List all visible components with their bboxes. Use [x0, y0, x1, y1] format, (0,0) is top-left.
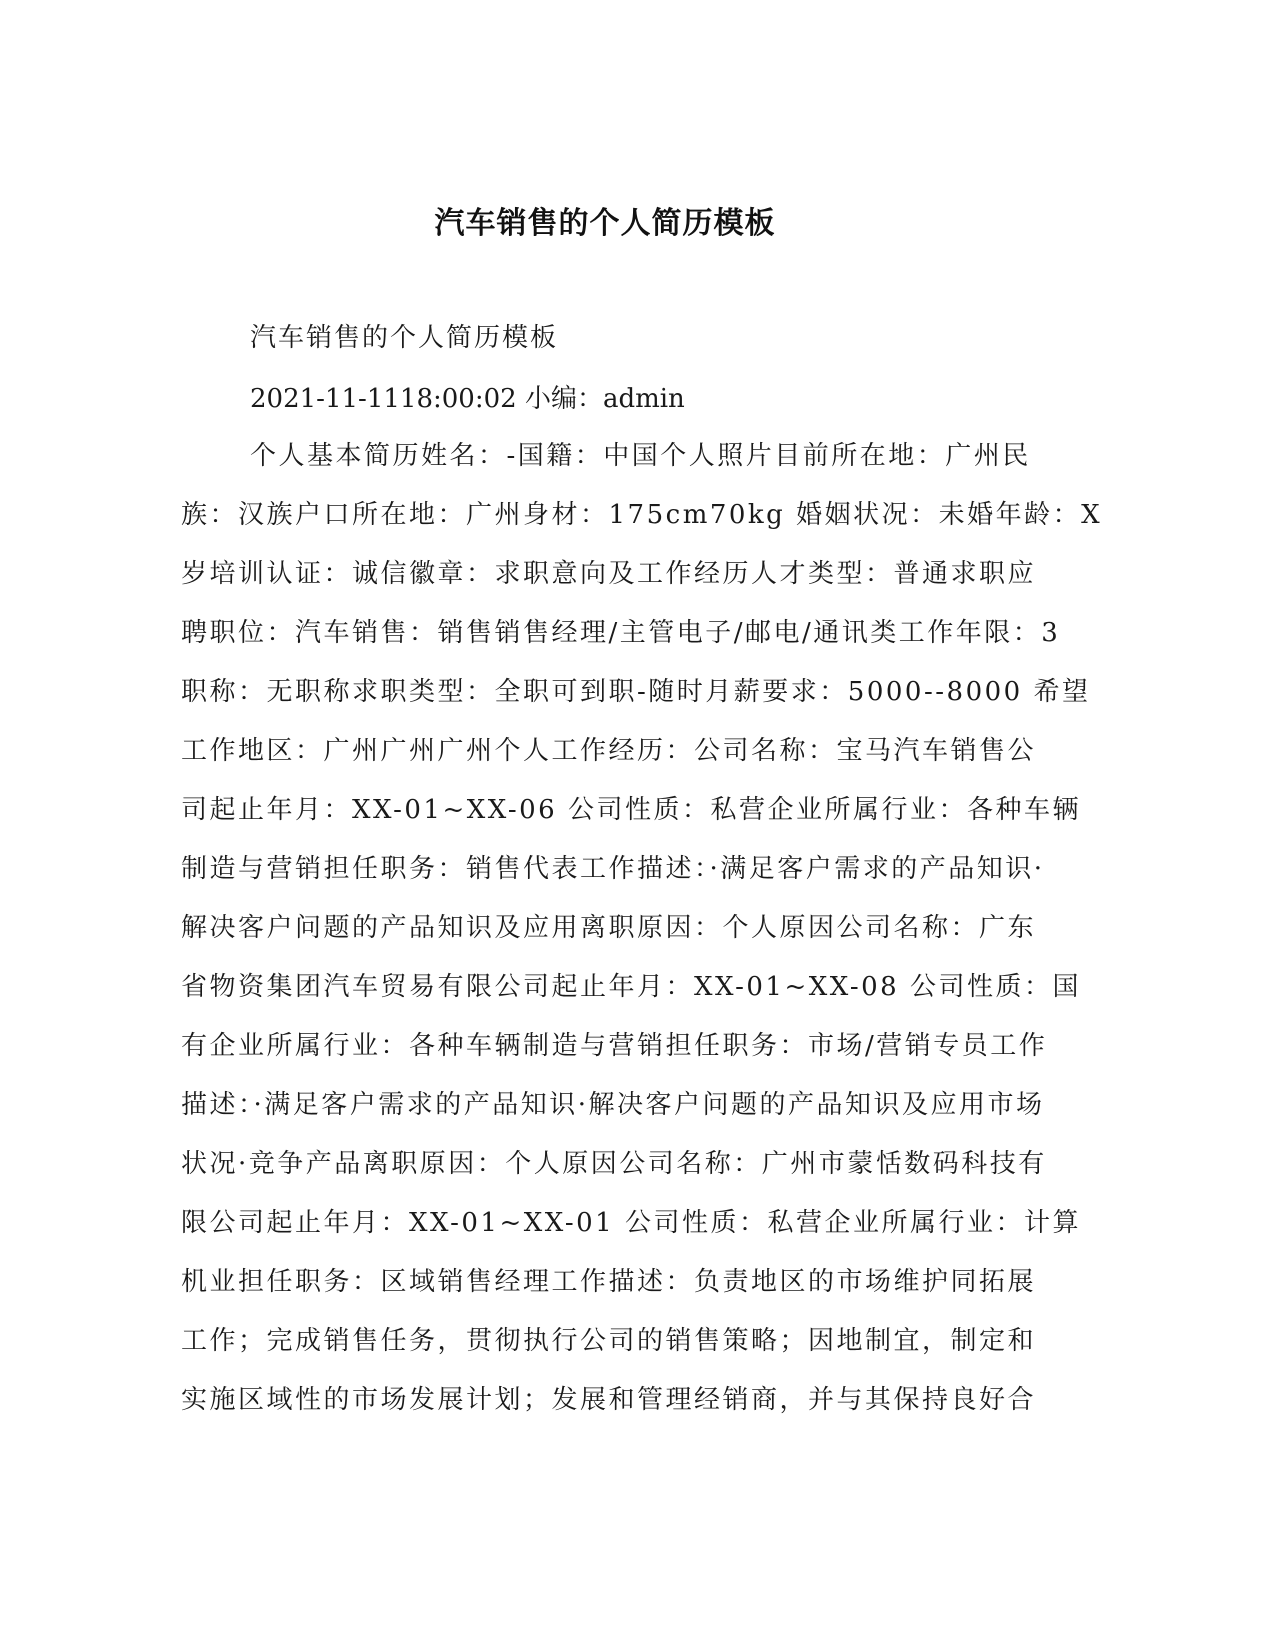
body-line: 解决客户问题的产品知识及应用离职原因：个人原因公司名称：广东 — [181, 913, 1037, 943]
body-line: 省物资集团汽车贸易有限公司起止年月：XX-01~XX-08 公司性质：国 — [181, 972, 1081, 1002]
body-line: 岁培训认证：诚信徽章：求职意向及工作经历人才类型：普通求职应 — [181, 559, 1037, 589]
document-title: 汽车销售的个人简历模板 — [434, 206, 776, 241]
body-line: 工作地区：广州广州广州个人工作经历：公司名称：宝马汽车销售公 — [181, 736, 1037, 766]
body-line: 有企业所属行业：各种车辆制造与营销担任职务：市场/营销专员工作 — [181, 1031, 1048, 1061]
body-line: 司起止年月：XX-01~XX-06 公司性质：私营企业所属行业：各种车辆 — [181, 795, 1081, 825]
body-line: 个人基本简历姓名：-国籍：中国个人照片目前所在地：广州民 — [250, 441, 1031, 471]
resume-body — [181, 436, 1103, 1439]
body-line: 实施区域性的市场发展计划；发展和管理经销商，并与其保持良好合 — [181, 1385, 1037, 1415]
post-meta: 2021-11-1118:00:02 小编：admin — [250, 384, 685, 414]
body-line: 聘职位：汽车销售：销售销售经理/主管电子/邮电/通讯类工作年限：3 — [181, 618, 1061, 648]
body-line: 工作；完成销售任务，贯彻执行公司的销售策略；因地制宜，制定和 — [181, 1326, 1037, 1356]
body-line: 描述：·满足客户需求的产品知识·解决客户问题的产品知识及应用市场 — [181, 1090, 1045, 1120]
body-line: 状况·竞争产品离职原因：个人原因公司名称：广州市蒙恬数码科技有 — [181, 1149, 1047, 1179]
body-line: 族：汉族户口所在地：广州身材：175cm70kg 婚姻状况：未婚年龄：X — [181, 500, 1103, 530]
body-line: 限公司起止年月：XX-01~XX-01 公司性质：私营企业所属行业：计算 — [181, 1208, 1081, 1238]
body-line: 机业担任职务：区域销售经理工作描述：负责地区的市场维护同拓展 — [181, 1267, 1037, 1297]
body-line: 制造与营销担任职务：销售代表工作描述：·满足客户需求的产品知识· — [181, 854, 1045, 884]
document-subtitle: 汽车销售的个人简历模板 — [250, 323, 559, 353]
body-line: 职称：无职称求职类型：全职可到职-随时月薪要求：5000--8000 希望 — [181, 677, 1091, 707]
